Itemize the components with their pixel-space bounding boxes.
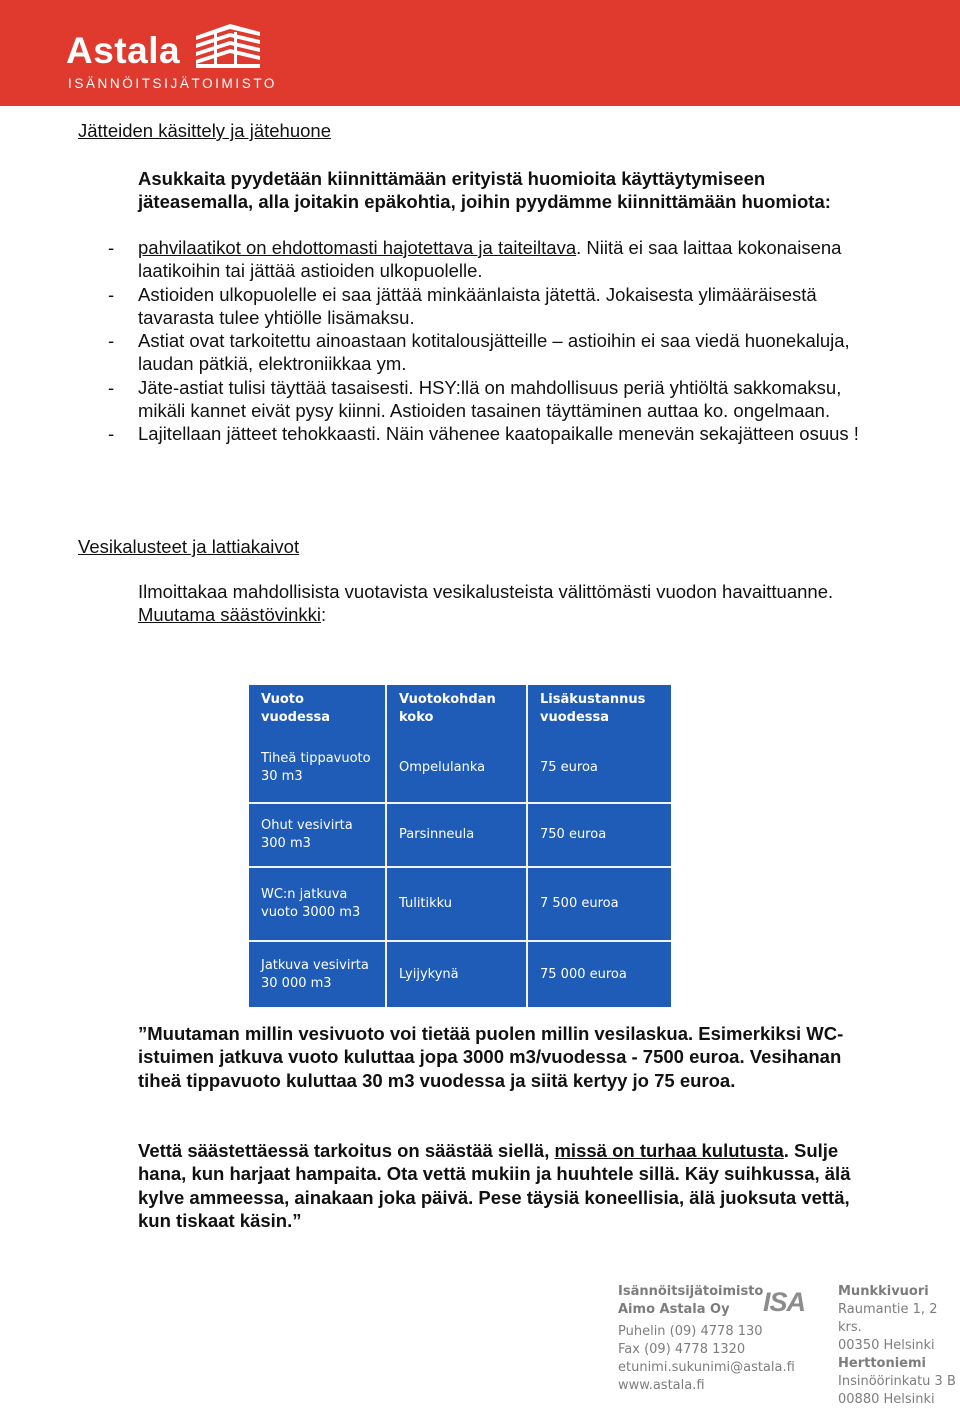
- website-link[interactable]: www.astala.fi: [618, 1378, 705, 1393]
- list-item: - pahvilaatikot on ehdottomasti hajotettava ja taiteiltava. Niitä ei saa laittaa kokonaisena laatikoihin tai jättää astioiden ulkopuolelle.: [108, 237, 842, 282]
- plumbing-paragraph: Ilmoittakaa mahdollisista vuotavista vesikalusteista välittömästi vuodon havaittuanne. Muutama säästövinkki:: [138, 581, 834, 626]
- waste-intro: Asukkaita pyydetään kiinnittämään erityistä huomioita käyttäytymiseen jäteasemalla, alla joitakin epäkohtia, joihin pyydämme kiinnittämään huomiota:: [138, 168, 831, 213]
- tips-link-text: Muutama säästövinkki: [138, 604, 322, 626]
- list-item: - Lajitellaan jätteet tehokkaasti. Näin vähenee kaatopaikalle menevän sekajätteen osuus !: [108, 423, 859, 445]
- leak-cell: WC:n jatkuva vuoto 3000 m3: [249, 867, 386, 941]
- quote-paragraph-1: ”Muutaman millin vesivuoto voi tietää puolen millin vesilaskua. Esimerkiksi WC-istuimen jatkuva vuoto kuluttaa jopa 3000 m3/vuodessa - 7500 euroa. Vesihanan tiheä tippavuoto kuluttaa 30 m3 vuodessa ja siitä kertyy jo 75 euroa.: [138, 1023, 844, 1091]
- underlined-text: pahvilaatikot on ehdottomasti hajotettava ja taiteiltava: [138, 237, 577, 258]
- size-cell: Lyijykynä: [386, 941, 527, 1007]
- table-row: [249, 941, 671, 1007]
- leak-cell: Jatkuva vesivirta 30 000 m3: [249, 941, 386, 1007]
- cost-cell: 75 euroa: [527, 733, 671, 803]
- cost-cell: 75 000 euroa: [540, 966, 627, 982]
- leak-cell: Ohut vesivirta 300 m3: [249, 803, 386, 867]
- building-logo-icon: [190, 22, 262, 70]
- size-cell: Ompelulanka: [386, 733, 527, 803]
- footer-offices: Munkkivuori Raumantie 1, 2 krs. 00350 Helsinki Herttoniemi Insinöörinkatu 3 B 00880 Helsinki: [838, 1284, 956, 1407]
- logo-text: Astala: [66, 30, 181, 71]
- table-row: [249, 733, 671, 803]
- section-heading-waste: Jätteiden käsittely ja jätehuone: [78, 120, 332, 141]
- section-heading-plumbing: Vesikalusteet ja lattiakaivot: [78, 536, 300, 557]
- email-link[interactable]: etunimi.sukunimi@astala.fi: [618, 1360, 795, 1375]
- cost-cell: 7 500 euroa: [527, 867, 671, 941]
- waste-rules-list: [108, 236, 888, 446]
- column-header: Vuotokohdan koko: [386, 685, 527, 733]
- table-row: [249, 803, 671, 867]
- cost-cell: 750 euroa: [527, 803, 671, 867]
- leak-cost-table: [249, 685, 671, 1007]
- footer-contact: Isännöitsijätoimisto Aimo Astala Oy Puhelin (09) 4778 130 Fax (09) 4778 1320 etunimi.sukunimi@astala.fi www.astala.fi: [618, 1284, 795, 1393]
- isa-logo: ISA: [763, 1287, 806, 1317]
- table-header-row: [249, 685, 671, 733]
- list-item: - Jäte-astiat tulisi täyttää tasaisesti. HSY:llä on mahdollisuus periä yhtiöltä sakkomaksu, mikäli kannet eivät pysy kiinni. Astioiden tasainen täyttäminen auttaa ko. ongelmaan.: [108, 376, 842, 422]
- underlined-text: missä on turhaa kulutusta: [554, 1140, 784, 1161]
- quote-paragraph-2: Vettä säästettäessä tarkoitus on säästää siellä, missä on turhaa kulutusta. Sulje hana, kun harjaat hampaita. Ota vettä mukiin ja huuhtele sillä. Käy suihkussa, älä kylve ammeessa, ainakaan joka päivä. Pese täysiä koneellisia, älä juoksuta vettä, kun tiskaat käsin.”: [138, 1140, 851, 1231]
- leak-cell: Tiheä tippavuoto 30 m3: [249, 733, 386, 803]
- logo-subtitle: ISÄNNÖITSIJÄTOIMISTO: [68, 76, 278, 91]
- size-cell: Tulitikku: [386, 867, 527, 941]
- size-cell: Parsinneula: [386, 803, 527, 867]
- page-header: [0, 0, 960, 106]
- list-item: - Astioiden ulkopuolelle ei saa jättää minkäänlaista jätettä. Jokaisesta ylimääräisestä tavarasta tulee yhtiölle lisämaksu.: [108, 283, 817, 328]
- table-row: [249, 867, 671, 941]
- column-header: Lisäkustannus vuodessa: [540, 692, 646, 725]
- column-header: Vuoto vuodessa: [249, 685, 386, 733]
- list-item: - Astiat ovat tarkoitettu ainoastaan kotitalousjätteille – astioihin ei saa viedä huonekaluja, laudan pätkiä, elektroniikkaa ym.: [108, 330, 850, 375]
